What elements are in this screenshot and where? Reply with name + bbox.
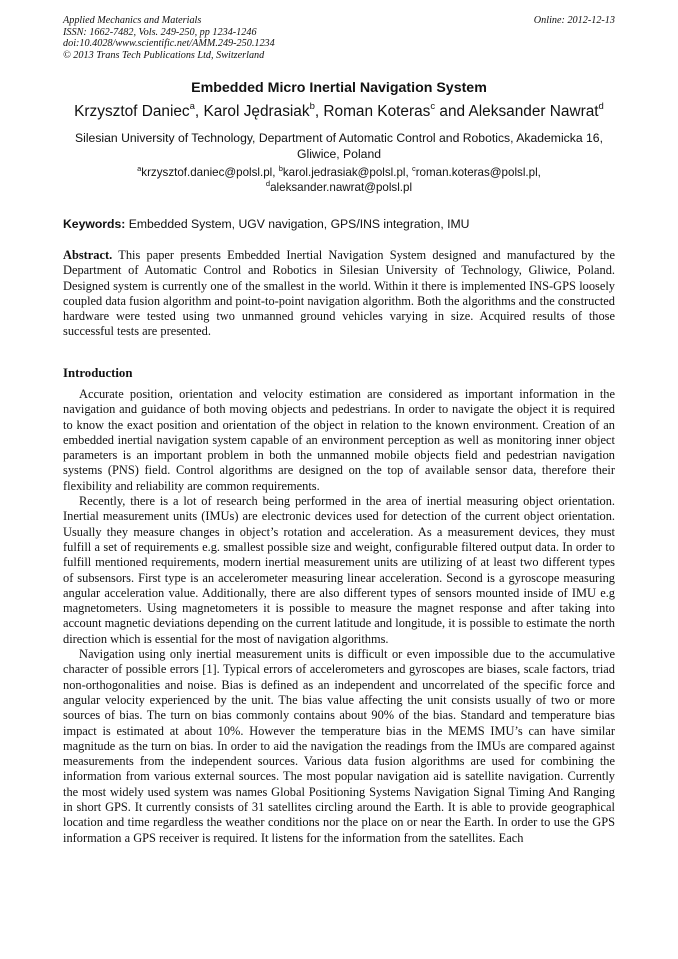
introduction-body <box>63 387 615 846</box>
author-sup: d <box>598 101 604 112</box>
online-date: Online: 2012-12-13 <box>533 15 615 26</box>
email-address[interactable]: krzysztof.daniec@polsl.pl <box>141 166 273 179</box>
journal-name: Applied Mechanics and Materials <box>63 15 202 26</box>
author-sup: a <box>189 101 195 112</box>
keywords-text: Embedded System, UGV navigation, GPS/INS integration, IMU <box>128 217 470 231</box>
author-name: Roman Koteras <box>323 103 431 120</box>
email-address[interactable]: karol.jedrasiak@polsl.pl <box>282 166 406 179</box>
affiliation: Silesian University of Technology, Department of Automatic Control and Robotics, Akademicka 16, Gliwice, Poland <box>75 131 603 161</box>
issn-line: ISSN: 1662-7482, Vols. 249-250, pp 1234-1246 <box>63 26 257 38</box>
paragraph: Navigation using only inertial measurement units is difficult or even impossible due to the accumulative character of possible errors [1]. Typical errors of accelerometers and gyroscopes are biases, scale factors, triad non-orthogonalities and noise. Bias is defined as an independent and uncorrelated of the specific force and angular velocity experienced by the unit. The bias value affecting the unit consists usually of two or more sources of bias. The turn on bias commonly contains about 90% of the bias. Standard and temperature bias impact is estimated at about 10%. However the temperature bias in the MEMS IMU’s can have similar magnitude as the turn on bias. In order to aid the navigation the readings from the IMUs are compared against measurements from the independent sources. Various data fusion algorithms are used for combining the information from various external sources. The most popular navigation aid is satellite navigation. Currently the most widely used system was names Global Positioning Systems Navigation Signal Timing And Ranging in short GPS. It currently consists of 31 satellites circling around the Earth. It is able to provide geographical location and time regardless the weather conditions nor the place on or near the Earth. In order to use the GPS information a GPS receiver is required. It listens for the information from the satellites. Each <box>63 647 615 845</box>
copyright-line: © 2013 Trans Tech Publications Ltd, Switzerland <box>63 49 265 61</box>
doi-line: doi:10.4028/www.scientific.net/AMM.249-250.1234 <box>63 38 275 49</box>
paragraph: Accurate position, orientation and velocity estimation are considered as important information in the navigation and guidance of both moving objects and pedestrians. In order to navigate the object it is required to know the exact position and orientation of the object in relation to the known environment. Creation of an embedded inertial navigation system capable of an environment perception as well as monitoring inner object parameters is an important problem in both the unmanned mobile objects field and pedestrian navigation systems (PNS) field. Control algorithms are designed on the top of available sensor data, therefore their flexibility and reliability are common requirements. <box>63 387 615 493</box>
abstract-label: Abstract. <box>63 248 113 262</box>
email-sup: a <box>137 164 142 173</box>
abstract-text: This paper presents Embedded Inertial Navigation System designed and manufactured by the Department of Automatic Control and Robotics in Silesian University of Technology, Gliwice, Poland. Designed system is currently one of the smallest in the world. Within it there is implemented INS-GPS loosely coupled data fusion algorithm and point-to-point navigation algorithm. Both the algorithms and the constructed hardware were tested using two unmanned ground vehicles varying in size. Acquired results of those successful tests are presented. <box>63 248 615 339</box>
email-address[interactable]: roman.koteras@polsl.pl <box>415 166 538 179</box>
section-heading-introduction: Introduction <box>63 366 133 380</box>
author-sup: b <box>309 101 315 112</box>
author-name: Krzysztof Daniec <box>74 103 190 120</box>
email-sup: d <box>265 179 271 188</box>
author-list: Krzysztof Daniec$^a$, Karol Jędrasiak$^b$, Roman Koteras$^c$ and Aleksander Nawrat$^d$ <box>74 101 604 120</box>
author-name: Aleksander Nawrat <box>468 103 599 120</box>
email-address[interactable]: aleksander.nawrat@polsl.pl <box>270 181 413 194</box>
paper-title: Embedded Micro Inertial Navigation System <box>191 80 487 96</box>
journal-header <box>63 15 615 61</box>
email-list: $^a$krzysztof.daniec@polsl.pl, $^b$karol.jedrasiak@polsl.pl, $^c$roman.koteras@polsl.pl, $^d$aleksander.nawrat@polsl.pl <box>137 164 541 194</box>
keywords <box>63 217 615 231</box>
keywords-label: Keywords: <box>63 217 126 231</box>
email-sup: c <box>411 164 416 173</box>
paragraph: Recently, there is a lot of research being performed in the area of inertial measuring object orientation. Inertial measurement units (IMUs) are electronic devices used for detection of the current object orientation. Usually they measure changes in object’s rotation and acceleration. As a measurement devices, they must fulfill a set of requirements e.g. smallest possible size and weight, configurable filtered output data. In order to fulfill mentioned requirements, modern inertial measurement units are utilizing of at least two different types of subsensors. First type is an accelerometer measuring linear acceleration. Second is a gyroscope measuring angular acceleration value. Additionally, there are also different types of sensors mounted inside of IMU e.g magnetometers. Using magnetometers it is possible to measure the magnet response and after taking into account magnetic deviations depending on the current latitude and longitude, it is possible to estimate the north direction which is essential for the most of navigation algorithms. <box>63 494 615 646</box>
abstract <box>63 248 615 340</box>
email-sup: b <box>278 164 283 173</box>
author-sup: c <box>430 101 436 112</box>
author-name: Karol Jędrasiak <box>203 103 310 120</box>
